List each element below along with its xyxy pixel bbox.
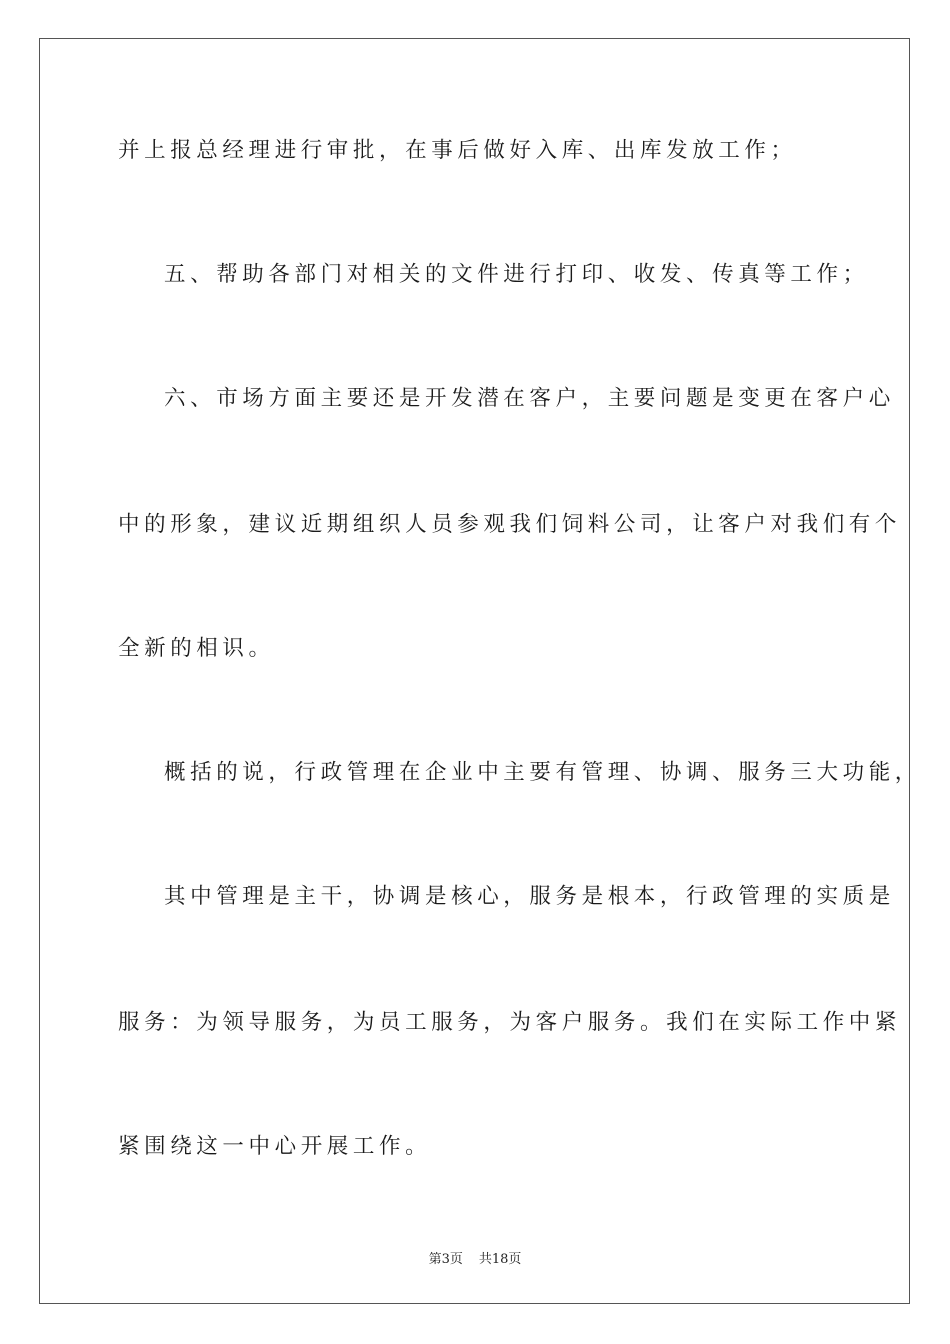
text-line-1: 并上报总经理进行审批，在事后做好入库、出库发放工作； — [118, 138, 797, 163]
text-line-9: 紧围绕这一中心开展工作。 — [118, 1134, 432, 1159]
page-total: 共18页 — [478, 1252, 522, 1267]
page-border — [39, 38, 921, 1304]
text-line-4: 中的形象，建议近期组织人员参观我们饲料公司，让客户对我们有个 — [118, 512, 902, 537]
page-number: 第3页 — [428, 1252, 463, 1267]
text-line-2: 五、帮助各部门对相关的文件进行打印、收发、传真等工作； — [164, 262, 869, 287]
text-line-7: 其中管理是主干，协调是核心，服务是根本，行政管理的实质是 — [164, 884, 895, 909]
text-line-3: 六、市场方面主要还是开发潜在客户，主要问题是变更在客户心 — [164, 386, 895, 411]
page-footer — [0, 1248, 950, 1267]
text-line-5: 全新的相识。 — [118, 636, 275, 661]
text-line-6: 概括的说，行政管理在企业中主要有管理、协调、服务三大功能， — [164, 760, 921, 785]
text-line-8: 服务：为领导服务，为员工服务，为客户服务。我们在实际工作中紧 — [118, 1010, 902, 1035]
